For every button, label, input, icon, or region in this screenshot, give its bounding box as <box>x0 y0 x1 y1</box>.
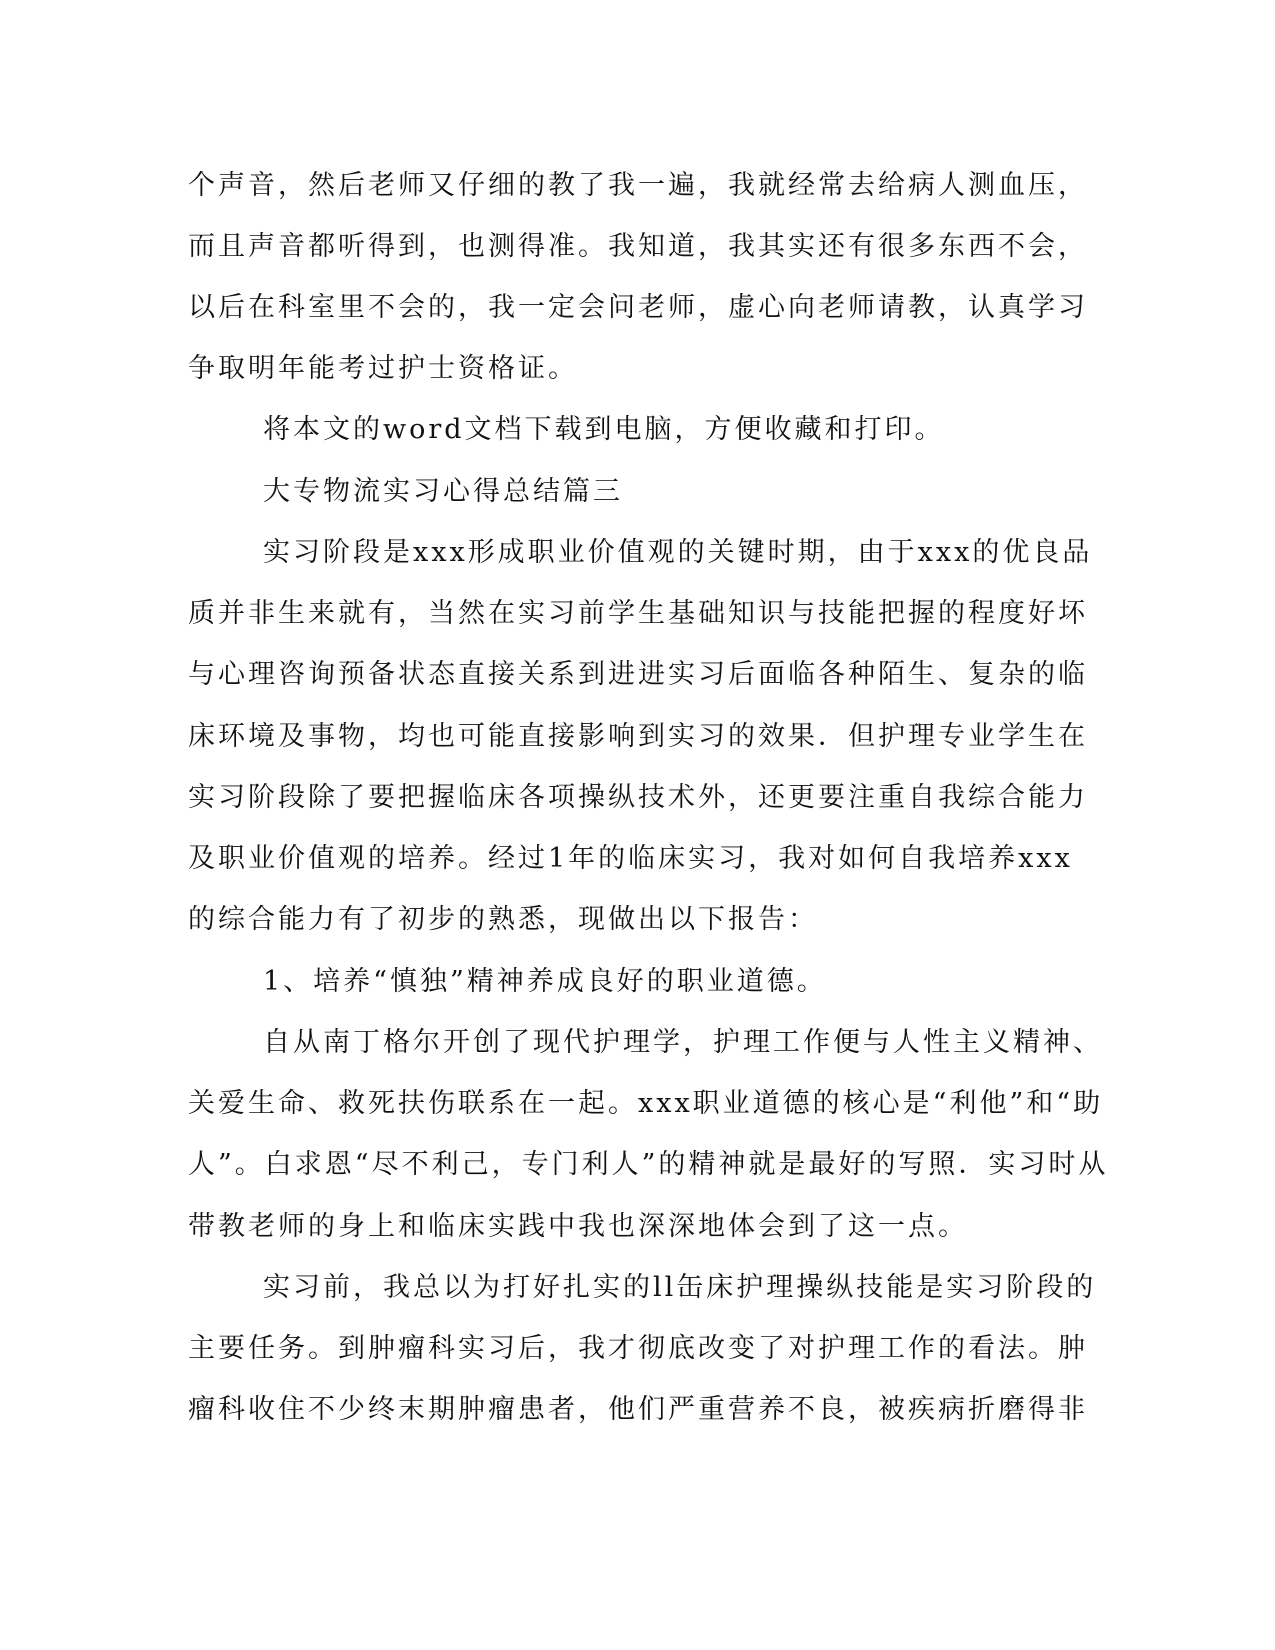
text-line: 的综合能力有了初步的熟悉，现做出以下报告： <box>188 904 818 935</box>
text-line: 而且声音都听得到，也测得准。我知道，我其实还有很多东西不会， <box>188 231 1088 262</box>
text-line: 主要任务。到肿瘤科实习后，我才彻底改变了对护理工作的看法。肿 <box>188 1333 1088 1364</box>
text-line: 实习阶段除了要把握临床各项操纵技术外，还更要注重自我综合能力 <box>188 782 1088 813</box>
text-line: 与心理咨询预备状态直接关系到进进实习后面临各种陌生、复杂的临 <box>188 659 1088 690</box>
text-line: 关爱生命、救死扶伤联系在一起。xxx职业道德的核心是“利他”和“助 <box>188 1088 1104 1119</box>
text-line: 人”。白求恩“尽不利己，专门利人”的精神就是最好的写照．实习时从 <box>188 1149 1109 1180</box>
text-line: 及职业价值观的培养。经过1年的临床实习，我对如何自我培养xxx <box>188 843 1073 874</box>
text-line: 实习前，我总以为打好扎实的ll缶床护理操纵技能是实习阶段的 <box>263 1272 1097 1303</box>
text-line: 质并非生来就有，当然在实习前学生基础知识与技能把握的程度好坏 <box>188 598 1088 629</box>
text-line: 床环境及事物，均也可能直接影响到实习的效果．但护理专业学生在 <box>188 721 1088 752</box>
text-line: 个声音，然后老师又仔细的教了我一遍，我就经常去给病人测血压， <box>188 170 1088 201</box>
text-line: 实习阶段是xxx形成职业价值观的关键时期，由于xxx的优良品 <box>263 537 1093 568</box>
text-line: 自从南丁格尔开创了现代护理学，护理工作便与人性主义精神、 <box>263 1027 1103 1058</box>
text-line: 以后在科室里不会的，我一定会问老师，虚心向老师请教，认真学习 <box>188 292 1088 323</box>
download-note: 将本文的word文档下载到电脑，方便收藏和打印。 <box>263 414 945 445</box>
numbered-heading: 1、培养“慎独”精神养成良好的职业道德。 <box>263 966 827 997</box>
text-line: 带教老师的身上和临床实践中我也深深地体会到了这一点。 <box>188 1211 968 1242</box>
section-heading: 大专物流实习心得总结篇三 <box>263 476 623 507</box>
text-line: 争取明年能考过护士资格证。 <box>188 353 578 384</box>
text-line: 瘤科收住不少终末期肿瘤患者，他们严重营养不良，被疾病折磨得非 <box>188 1394 1088 1425</box>
